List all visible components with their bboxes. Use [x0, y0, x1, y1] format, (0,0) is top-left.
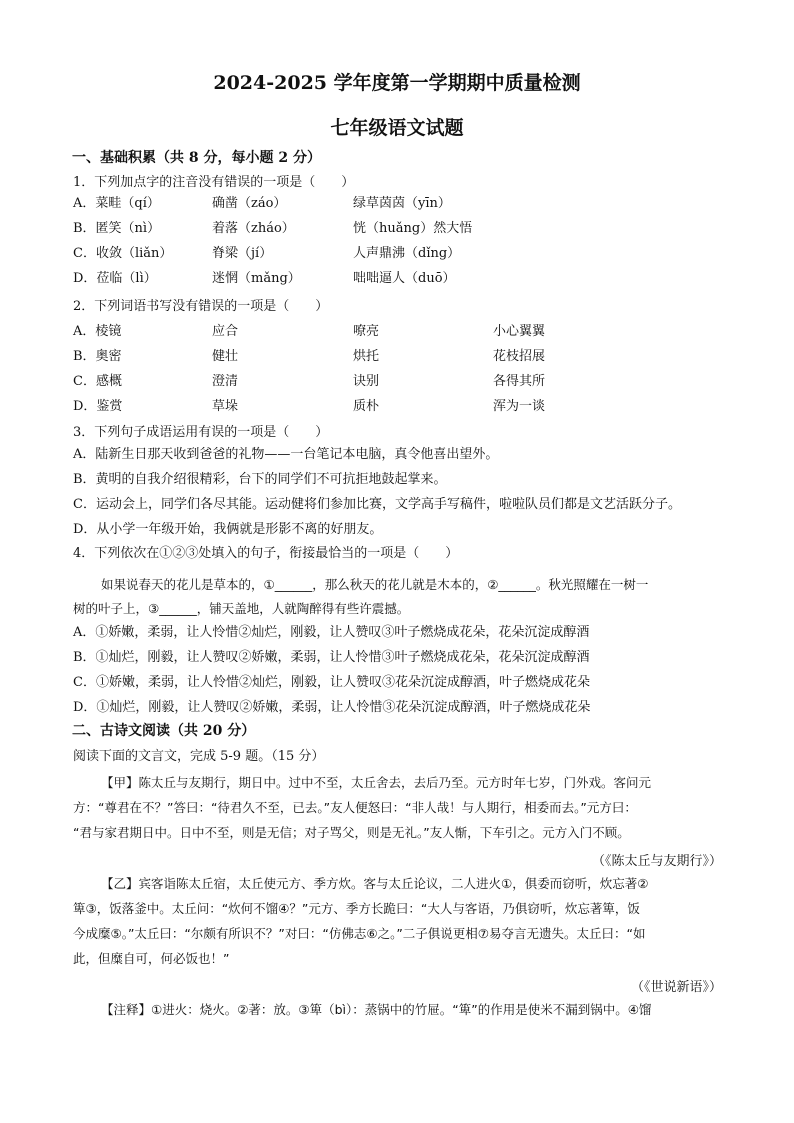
q1-stem: 1．下列加点字的注音没有错误的一项是（ ）	[73, 175, 355, 190]
section2-heading: 二、古诗文阅读（共 20 分）	[72, 723, 256, 739]
q1-d-1: D．莅临（lì）	[73, 271, 157, 286]
section1-heading: 一、基础积累（共 8 分，每小题 2 分）	[72, 150, 321, 166]
q1-a-1: A．菜畦（qí）	[73, 196, 160, 211]
q1-c-3: 人声鼎沸（dǐng）	[353, 246, 461, 261]
q4-passage-line1: 如果说春天的花儿是草本的，①______，那么秋天的花儿就是木本的，②______。秋光照耀在一树一	[101, 577, 649, 592]
q3-option-c: C．运动会上，同学们各尽其能。运动健将们参加比赛，文学高手写稿件，啦啦队员们都是文艺活跃分子。	[73, 497, 681, 512]
q2-d-1: D．鉴赏	[73, 399, 123, 414]
annotation-line: 【注释】①进火：烧火。②著：放。③箄（bì）：蒸锅中的竹屉。“箄”的作用是使米不漏到锅中。④馏	[101, 1002, 652, 1017]
q2-d-2: 草垛	[212, 399, 239, 414]
q2-d-4: 浑为一谈	[493, 399, 546, 414]
jia-line-3: “君与家君期日中。日中不至，则是无信；对子骂父，则是无礼。”友人惭，下车引之。元方入门不顾。	[73, 825, 630, 840]
q1-d-3: 咄咄逼人（duō）	[353, 271, 456, 286]
q2-c-2: 澄清	[212, 374, 239, 389]
q3-option-b: B．黄明的自我介绍很精彩，台下的同学们不可抗拒地鼓起掌来。	[73, 472, 447, 487]
q2-stem: 2．下列词语书写没有错误的一项是（ ）	[73, 299, 329, 314]
q2-a-2: 应合	[212, 324, 239, 339]
jia-line-2: 方：“尊君在不？”答曰：“待君久不至，已去。”友人便怒曰：“非人哉！与人期行，相委而去。”元方曰：	[73, 800, 637, 815]
yi-source: （《世说新语》）	[630, 980, 722, 995]
q4-passage-line2: 树的叶子上，③______，铺天盖地，人就陶醉得有些许震撼。	[73, 601, 410, 616]
q1-b-2: 着落（zháo）	[212, 221, 295, 236]
q2-c-3: 诀别	[353, 374, 380, 389]
q1-a-3: 绿草茵茵（yīn）	[353, 196, 451, 211]
q4-stem: 4．下列依次在①②③处填入的句子，衔接最恰当的一项是（ ）	[73, 546, 459, 561]
q1-d-2: 迷惘（mǎng）	[212, 271, 301, 286]
yi-line-3: 今成糜⑤。”太丘曰：“尔颇有所识不？”对曰：“仿佛志⑥之。”二子俱说更相⑦易夺言无遗失。太丘曰：“如	[73, 926, 646, 941]
q3-stem: 3．下列句子成语运用有误的一项是（ ）	[73, 425, 329, 440]
q1-c-1: C．收敛（liǎn）	[73, 246, 173, 261]
q2-a-3: 嘹亮	[353, 324, 380, 339]
q2-b-4: 花枝招展	[493, 349, 546, 364]
section2-intro: 阅读下面的文言文，完成 5-9 题。（15 分）	[73, 749, 325, 764]
q4-option-b: B．①灿烂，刚毅，让人赞叹②娇嫩，柔弱，让人怜惜③叶子燃烧成花朵，花朵沉淀成醇酒	[73, 650, 590, 665]
q2-a-4: 小心翼翼	[493, 324, 546, 339]
q4-option-d: D．①灿烂，刚毅，让人赞叹②娇嫩，柔弱，让人怜惜③花朵沉淀成醇酒，叶子燃烧成花朵	[73, 700, 591, 715]
jia-source: （《陈太丘与友期行》）	[591, 854, 722, 869]
q3-option-a: A．陆新生日那天收到爸爸的礼物——一台笔记本电脑，真令他喜出望外。	[73, 447, 499, 462]
q3-option-d: D．从小学一年级开始，我俩就是形影不离的好朋友。	[73, 522, 383, 537]
q1-a-2: 确凿（záo）	[212, 196, 287, 211]
jia-line-1: 【甲】陈太丘与友期行，期日中。过中不至，太丘舍去，去后乃至。元方时年七岁，门外戏。客问元	[101, 775, 652, 790]
q2-c-4: 各得其所	[493, 374, 546, 389]
q2-a-1: A．棱镜	[73, 324, 122, 339]
q2-b-1: B．奥密	[73, 349, 122, 364]
exam-title: 2024-2025 学年度第一学期期中质量检测	[213, 72, 581, 94]
q1-b-1: B．匿笑（nì）	[73, 221, 161, 236]
q1-b-3: 恍（huǎng）然大悟	[353, 221, 473, 236]
q2-d-3: 质朴	[353, 399, 380, 414]
q2-b-2: 健壮	[212, 349, 239, 364]
q4-option-a: A．①娇嫩，柔弱，让人怜惜②灿烂，刚毅，让人赞叹③叶子燃烧成花朵，花朵沉淀成醇酒	[73, 625, 590, 640]
yi-line-4: 此，但糜自可，何必饭也！”	[73, 951, 230, 966]
q2-c-1: C．感概	[73, 374, 122, 389]
exam-subtitle: 七年级语文试题	[330, 117, 464, 139]
yi-line-1: 【乙】宾客诣陈太丘宿，太丘使元方、季方炊。客与太丘论议，二人进火①，俱委而窃听，炊忘著②	[101, 876, 649, 891]
q4-option-c: C．①娇嫩，柔弱，让人怜惜②灿烂，刚毅，让人赞叹③花朵沉淀成醇酒，叶子燃烧成花朵	[73, 675, 590, 690]
q2-b-3: 烘托	[353, 349, 380, 364]
yi-line-2: 箄③，饭落釜中。太丘问：“炊何不馏④？”元方、季方长跪曰：“大人与客语，乃俱窃听，炊忘著箄，饭	[73, 901, 640, 916]
q1-c-2: 脊梁（jí）	[212, 246, 273, 261]
